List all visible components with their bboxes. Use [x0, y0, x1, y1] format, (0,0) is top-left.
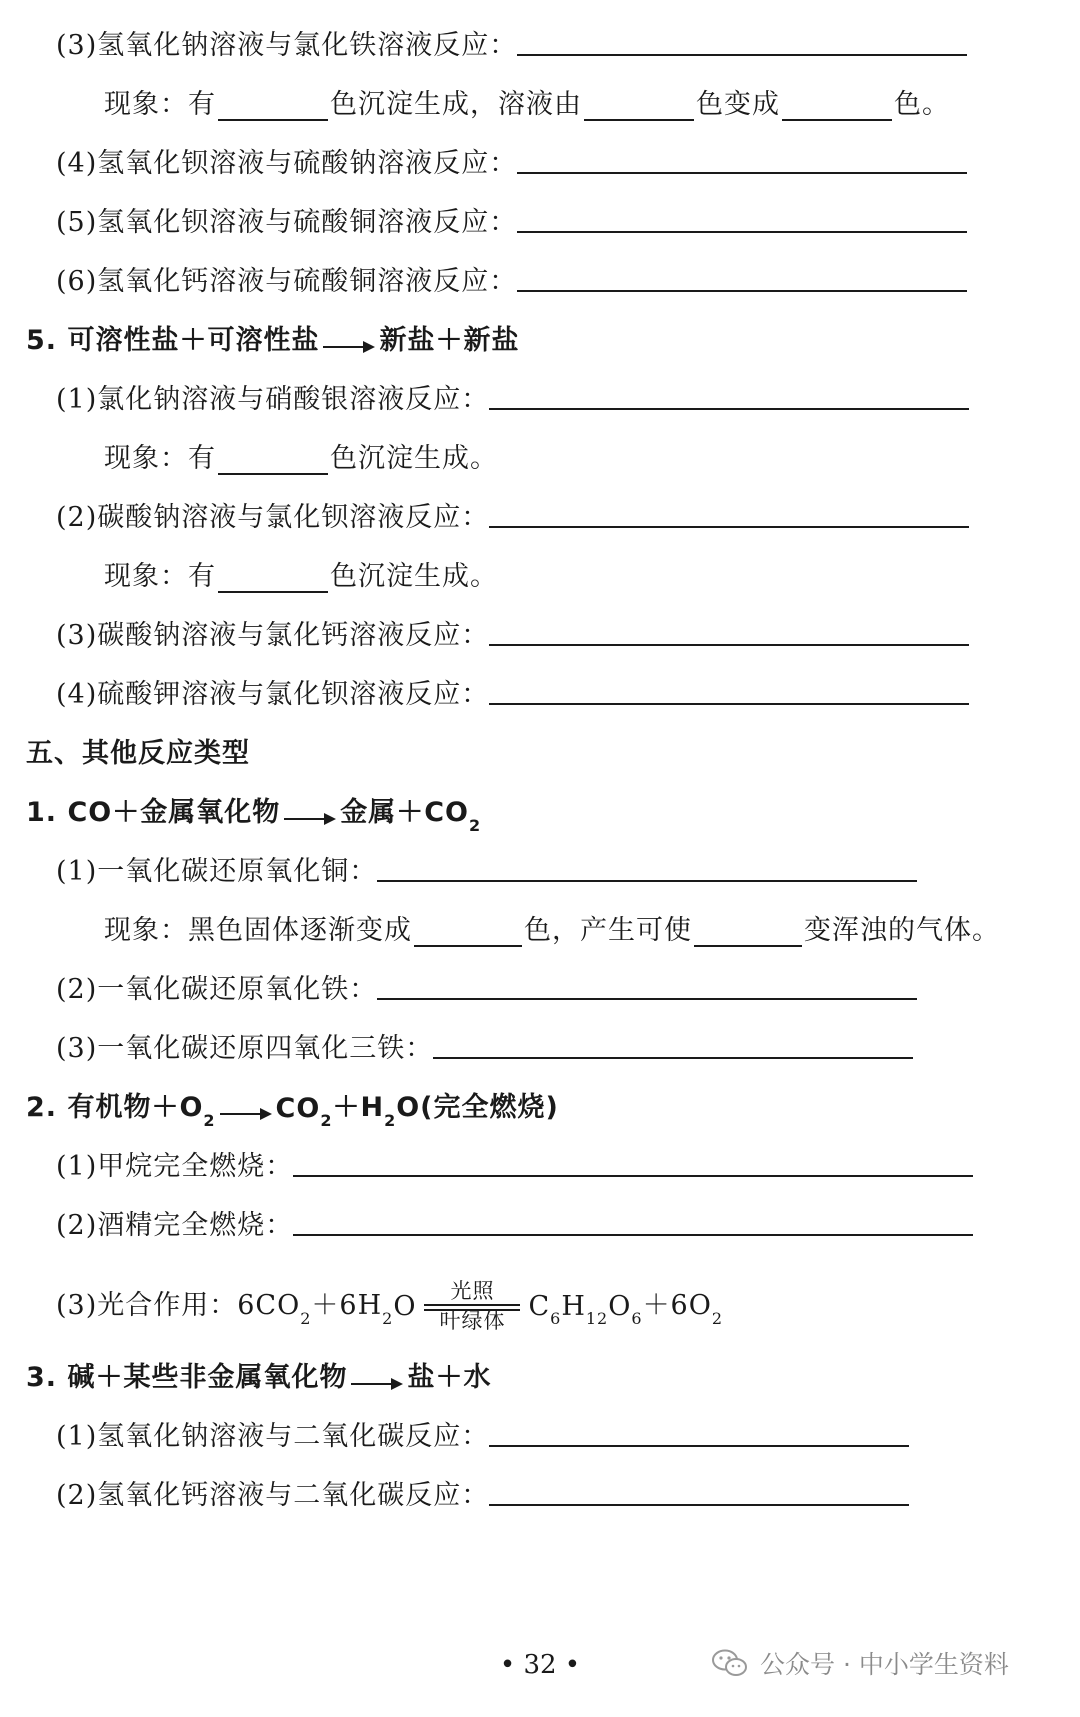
watermark	[710, 1645, 1009, 1681]
heading-text: O(完全燃烧)	[396, 1092, 559, 1123]
text: 色沉淀生成。	[330, 561, 498, 592]
phenomenon-line	[0, 71, 1080, 121]
text: ＋6H	[311, 1290, 383, 1321]
answer-blank[interactable]	[584, 91, 694, 121]
section-heading	[0, 1074, 1080, 1130]
question-line	[0, 484, 1080, 534]
answer-blank[interactable]	[218, 445, 328, 475]
arrow-icon	[351, 1374, 403, 1394]
equation-line	[0, 1262, 1080, 1333]
condition-top: 光照	[450, 1279, 495, 1303]
section-heading	[0, 779, 1080, 835]
text: H	[561, 1291, 586, 1322]
answer-blank[interactable]	[782, 91, 892, 121]
phenomenon-line	[0, 425, 1080, 475]
text: 现象：有	[104, 443, 216, 474]
question-line	[0, 366, 1080, 416]
subscript: 2	[382, 1309, 394, 1328]
answer-blank[interactable]	[489, 526, 969, 528]
text: 色变成	[696, 89, 780, 120]
question-text: (1)氢氧化钠溶液与二氧化碳反应：	[56, 1421, 490, 1452]
question-text: (2)碳酸钠溶液与氯化钡溶液反应：	[56, 502, 490, 533]
question-line	[0, 1462, 1080, 1512]
heading-text: 金属＋CO	[340, 797, 469, 828]
answer-blank[interactable]	[293, 1175, 973, 1177]
heading-text: 盐＋水	[407, 1362, 492, 1393]
text: 色沉淀生成。	[330, 443, 498, 474]
question-line	[0, 838, 1080, 888]
condition-bottom: 叶绿体	[439, 1309, 506, 1333]
heading-text: CO	[275, 1093, 321, 1124]
text: C	[528, 1291, 551, 1322]
subscript: 2	[384, 1111, 397, 1130]
watermark-text: 公众号 · 中小学生资料	[760, 1650, 1009, 1679]
question-text: (2)酒精完全燃烧：	[56, 1210, 294, 1241]
question-line	[0, 956, 1080, 1006]
answer-blank[interactable]	[414, 917, 522, 947]
heading-text: ＋H	[332, 1092, 385, 1123]
arrow-icon	[220, 1104, 272, 1124]
question-text: (3)碳酸钠溶液与氯化钙溶液反应：	[56, 620, 490, 651]
question-line	[0, 130, 1080, 180]
question-text: (2)一氧化碳还原氧化铁：	[56, 974, 378, 1005]
question-text: (5)氢氧化钡溶液与硫酸铜溶液反应：	[56, 207, 518, 238]
section-heading	[0, 307, 1080, 357]
subscript: 2	[320, 1111, 333, 1130]
wechat-icon	[710, 1648, 750, 1678]
subscript: 6	[550, 1309, 562, 1328]
answer-blank[interactable]	[517, 231, 967, 233]
question-text: (3)氢氧化钠溶液与氯化铁溶液反应：	[56, 30, 518, 61]
question-text: (6)氢氧化钙溶液与硫酸铜溶液反应：	[56, 266, 518, 297]
question-text: (1)氯化钠溶液与硝酸银溶液反应：	[56, 384, 490, 415]
question-line	[0, 1192, 1080, 1242]
text: (3)光合作用：6CO	[56, 1290, 301, 1321]
question-text: (2)氢氧化钙溶液与二氧化碳反应：	[56, 1480, 490, 1511]
answer-blank[interactable]	[517, 290, 967, 292]
heading-text: 2. 有机物＋O	[26, 1092, 204, 1123]
arrow-icon	[284, 809, 336, 829]
question-line	[0, 248, 1080, 298]
text: 现象：有	[104, 89, 216, 120]
phenomenon-line	[0, 897, 1080, 947]
text: 色，产生可使	[524, 915, 692, 946]
answer-blank[interactable]	[433, 1057, 913, 1059]
heading-text: 1. CO＋金属氧化物	[26, 797, 281, 828]
question-line	[0, 1403, 1080, 1453]
question-line	[0, 189, 1080, 239]
text: 现象：有	[104, 561, 216, 592]
answer-blank[interactable]	[293, 1234, 973, 1236]
question-line	[0, 12, 1080, 62]
double-bar-icon	[424, 1304, 520, 1306]
section-heading	[0, 1344, 1080, 1394]
question-text: (1)一氧化碳还原氧化铜：	[56, 856, 378, 887]
question-text: (4)硫酸钾溶液与氯化钡溶液反应：	[56, 679, 490, 710]
chapter-heading	[0, 720, 1080, 770]
text: 色。	[894, 89, 950, 120]
subscript: 2	[203, 1111, 216, 1130]
question-text: (1)甲烷完全燃烧：	[56, 1151, 294, 1182]
subscript: 2	[711, 1309, 724, 1328]
subscript: 2	[469, 816, 482, 835]
text: 变浑浊的气体。	[804, 915, 1000, 946]
subscript: 6	[631, 1309, 643, 1328]
answer-blank[interactable]	[489, 703, 969, 705]
question-line	[0, 602, 1080, 652]
heading-text: 新盐＋新盐	[379, 325, 520, 356]
subscript: 12	[585, 1309, 609, 1328]
page-number: • 32 •	[499, 1650, 581, 1680]
text: ＋6O	[642, 1290, 712, 1321]
answer-blank[interactable]	[218, 91, 328, 121]
question-text: (4)氢氧化钡溶液与硫酸钠溶液反应：	[56, 148, 518, 179]
question-line	[0, 661, 1080, 711]
answer-blank[interactable]	[377, 998, 917, 1000]
question-line	[0, 1015, 1080, 1065]
reaction-condition	[424, 1278, 520, 1336]
answer-blank[interactable]	[694, 917, 802, 947]
phenomenon-line	[0, 543, 1080, 593]
text: O	[393, 1291, 417, 1322]
arrow-icon	[323, 337, 375, 357]
answer-blank[interactable]	[489, 408, 969, 410]
answer-blank[interactable]	[489, 644, 969, 646]
answer-blank[interactable]	[489, 1504, 909, 1506]
answer-blank[interactable]	[489, 1445, 909, 1447]
heading-text: 5. 可溶性盐＋可溶性盐	[26, 325, 320, 356]
heading-text: 3. 碱＋某些非金属氧化物	[26, 1362, 348, 1393]
answer-blank[interactable]	[377, 880, 917, 882]
answer-blank[interactable]	[517, 172, 967, 174]
question-line	[0, 1133, 1080, 1183]
answer-blank[interactable]	[517, 54, 967, 56]
text: O	[608, 1291, 632, 1322]
heading-text: 五、其他反应类型	[26, 738, 250, 769]
question-text: (3)一氧化碳还原四氧化三铁：	[56, 1033, 434, 1064]
subscript: 2	[300, 1309, 312, 1328]
text: 色沉淀生成，溶液由	[330, 89, 582, 120]
text: 现象：黑色固体逐渐变成	[104, 915, 412, 946]
answer-blank[interactable]	[218, 563, 328, 593]
